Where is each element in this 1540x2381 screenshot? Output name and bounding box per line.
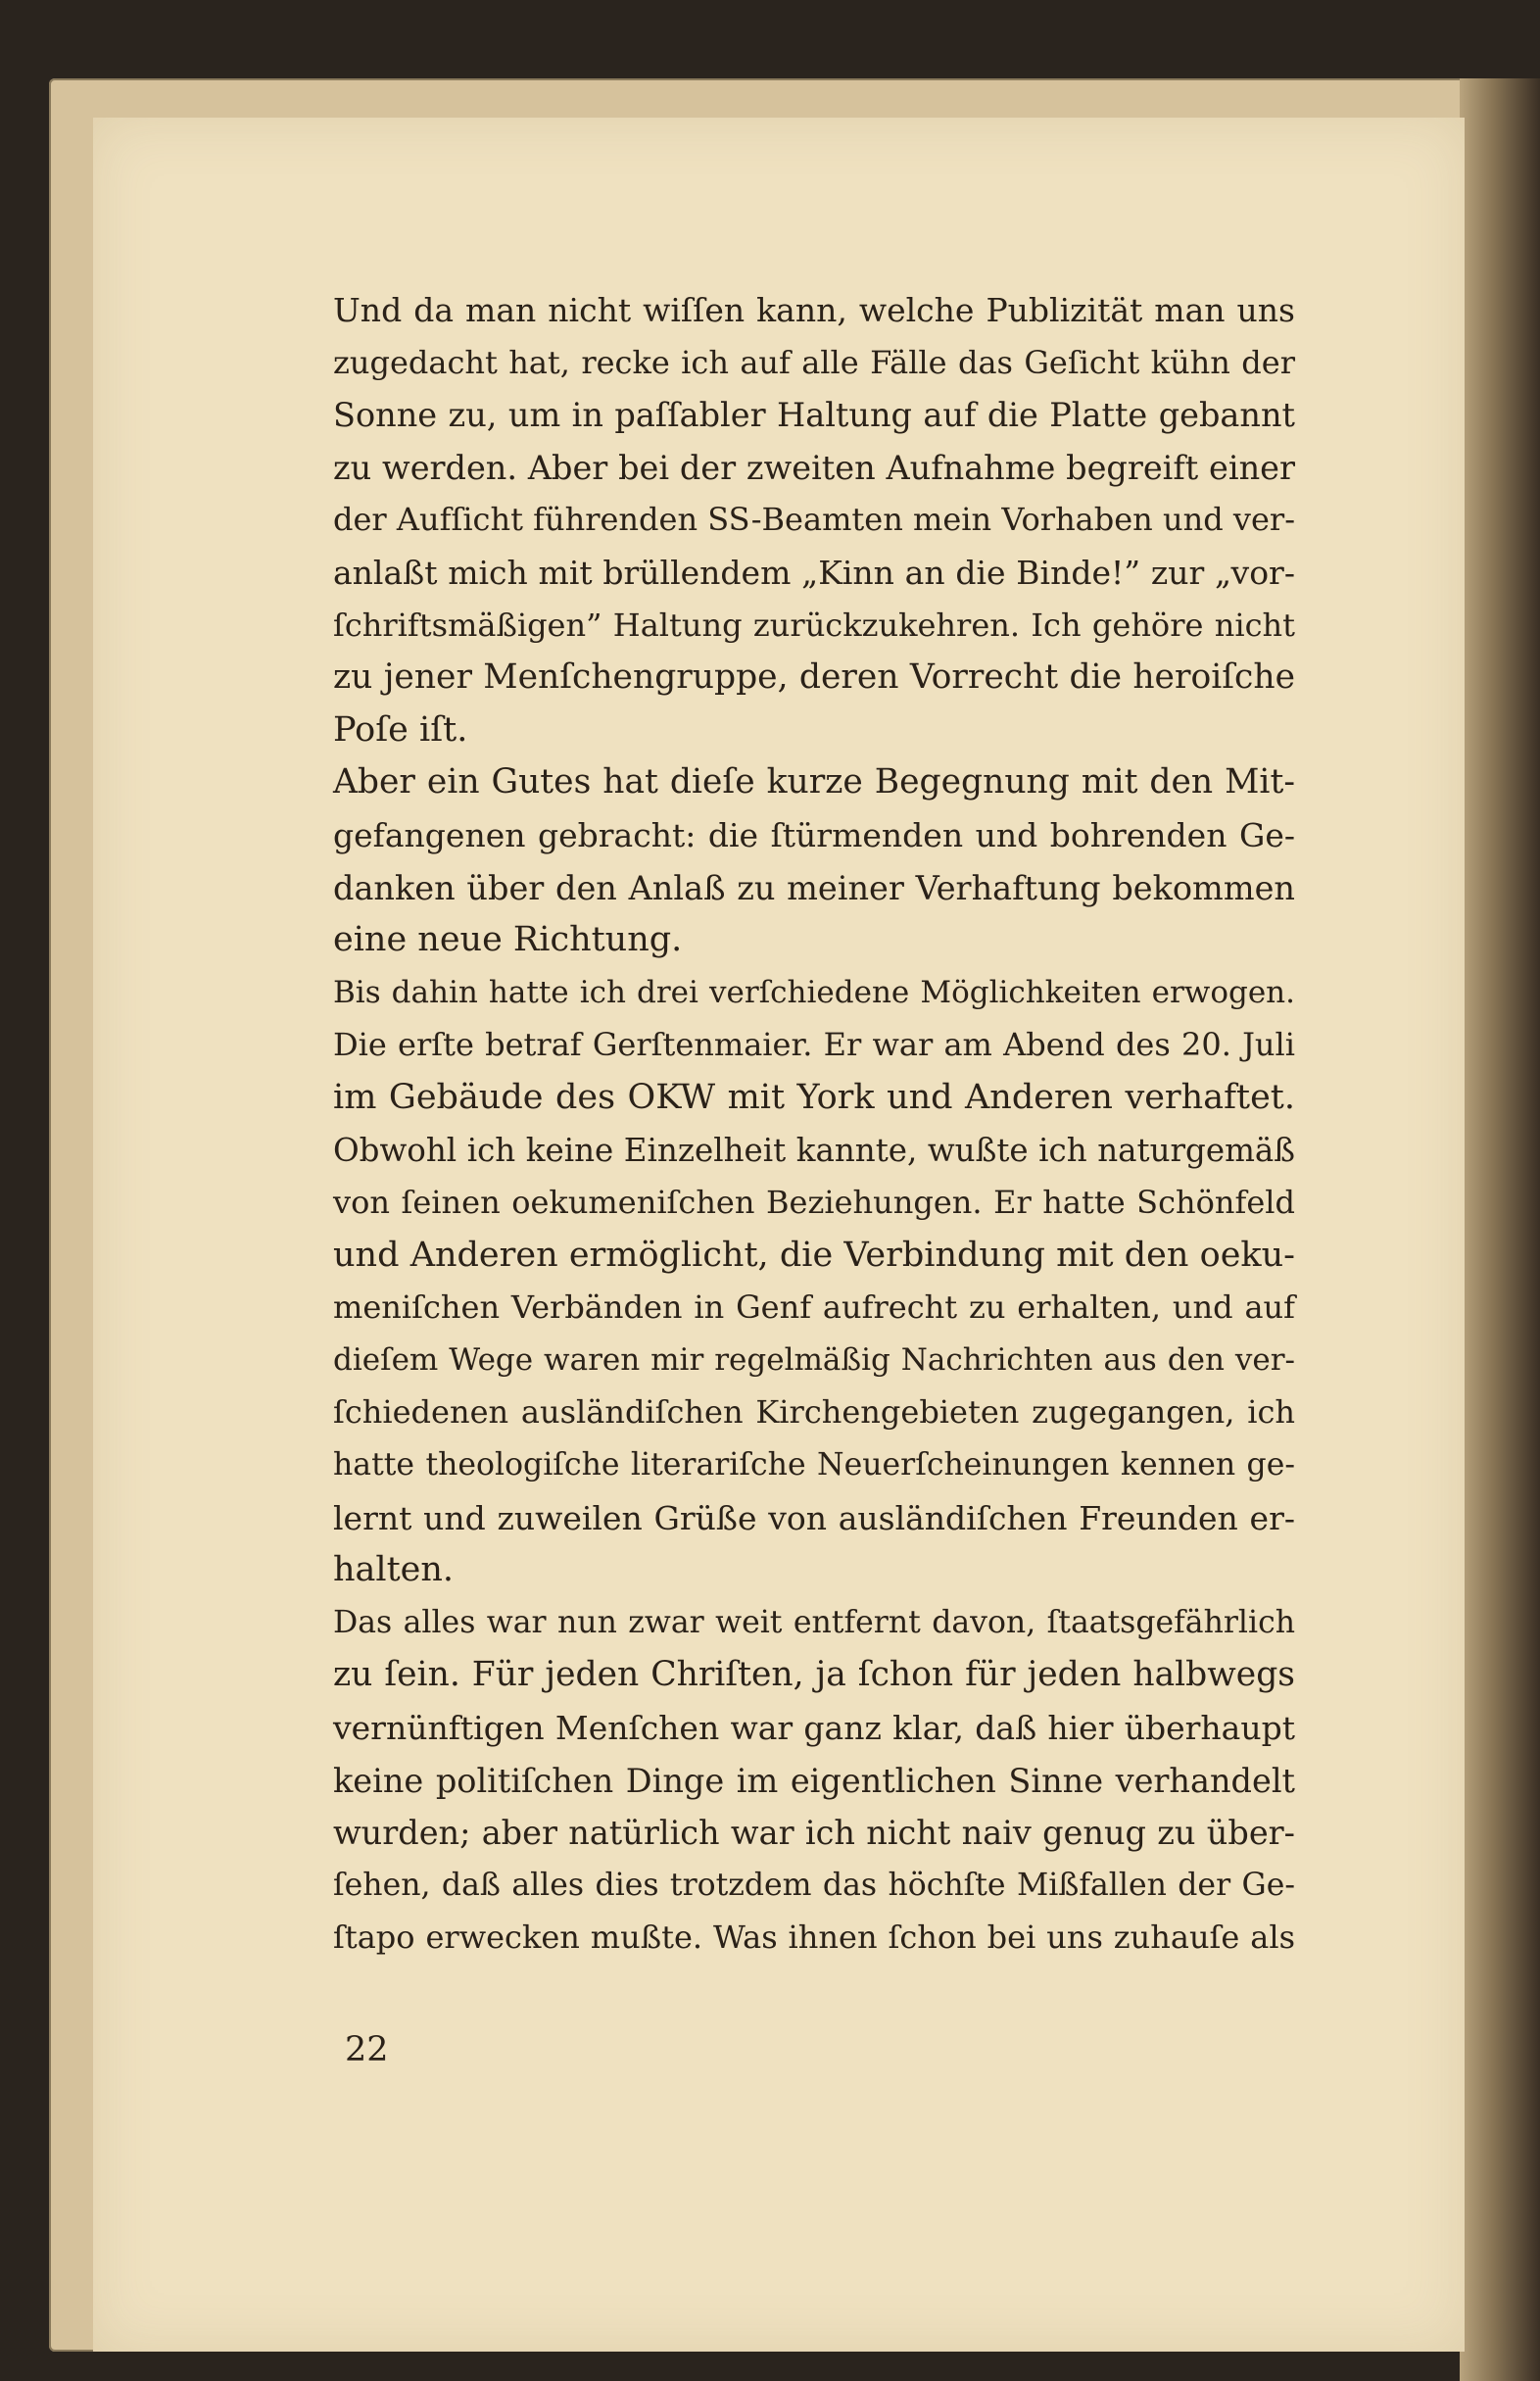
text-line: Poſe iſt. (333, 709, 468, 750)
text-line: Obwohl ich keine Einzelheit kannte, wußte ich naturgemäß (333, 1131, 1295, 1169)
book-spine-edge (1460, 78, 1540, 2381)
text-line: ſehen, daß alles dies trotzdem das höchſte Mißfallen der Ge- (333, 1867, 1295, 1903)
text-line: Und da man nicht wiſſen kann, welche Publizität man uns (333, 291, 1295, 329)
text-line: ſtapo erwecken mußte. Was ihnen ſchon bei uns zuhauſe als (333, 1919, 1295, 1957)
text-line: meniſchen Verbänden in Genf aufrecht zu erhalten, und auf (333, 1288, 1295, 1327)
text-line: halten. (333, 1550, 455, 1590)
text-line: zu werden. Aber bei der zweiten Aufnahme begreift einer (333, 448, 1295, 487)
text-line: hatte theologiſche literariſche Neuerſcheinungen kennen ge- (333, 1447, 1295, 1483)
text-line: keine politiſchen Dinge im eigentlichen Sinne verhandelt (333, 1761, 1295, 1800)
text-line: zu jener Menſchengruppe, deren Vorrecht die heroiſche (333, 657, 1295, 698)
text-line: Das alles war nun zwar weit entfernt davon, ſtaatsgefährlich (333, 1604, 1295, 1640)
text-line: der Aufſicht führenden SS-Beamten mein Vorhaben und ver- (333, 501, 1295, 539)
text-line: Die erſte betraf Gerſtenmaier. Er war am Abend des 20. Juli (333, 1026, 1295, 1064)
text-line: wurden; aber natürlich war ich nicht naiv genug zu über- (333, 1814, 1295, 1853)
page-number: 22 (345, 2030, 389, 2069)
text-line: dieſem Wege waren mir regelmäßig Nachrichten aus den ver- (333, 1341, 1295, 1378)
text-line: Bis dahin hatte ich drei verſchiedene Möglichkeiten erwogen. (333, 974, 1295, 1010)
text-line: vernünftigen Menſchen war ganz klar, daß hier überhaupt (333, 1709, 1295, 1748)
text-line: zu ſein. Für jeden Chriſten, ja ſchon für jeden halbwegs (333, 1655, 1295, 1695)
text-line: Aber ein Gutes hat dieſe kurze Begegnung mit den Mit- (333, 762, 1295, 802)
text-line: eine neue Richtung. (333, 920, 683, 960)
text-line: im Gebäude des OKW mit York und Anderen verhaftet. (333, 1077, 1295, 1117)
text-line: gefangenen gebracht: die ſtürmenden und bohrenden Ge- (333, 815, 1295, 854)
text-line: danken über den Anlaß zu meiner Verhaftung bekommen (333, 868, 1295, 907)
text-line: zugedacht hat, recke ich auf alle Fälle das Geſicht kühn der (333, 343, 1295, 381)
text-line: von ſeinen oekumeniſchen Beziehungen. Er hatte Schönfeld (333, 1184, 1295, 1222)
text-line: ſchriftsmäßigen” Haltung zurückzukehren. Ich gehöre nicht (333, 606, 1295, 644)
text-line: ſchiedenen ausländiſchen Kirchengebieten zugegangen, ich (333, 1393, 1295, 1432)
body-text (333, 284, 1295, 1965)
text-line: und Anderen ermöglicht, die Verbindung mit den oeku- (333, 1235, 1295, 1275)
text-line: lernt und zuweilen Grüße von ausländiſchen Freunden er- (333, 1498, 1295, 1537)
text-line: Sonne zu, um in paſſabler Haltung auf die Platte gebannt (333, 396, 1295, 435)
text-line: anlaßt mich mit brüllendem „Kinn an die Binde!” zur „vor- (333, 553, 1295, 592)
